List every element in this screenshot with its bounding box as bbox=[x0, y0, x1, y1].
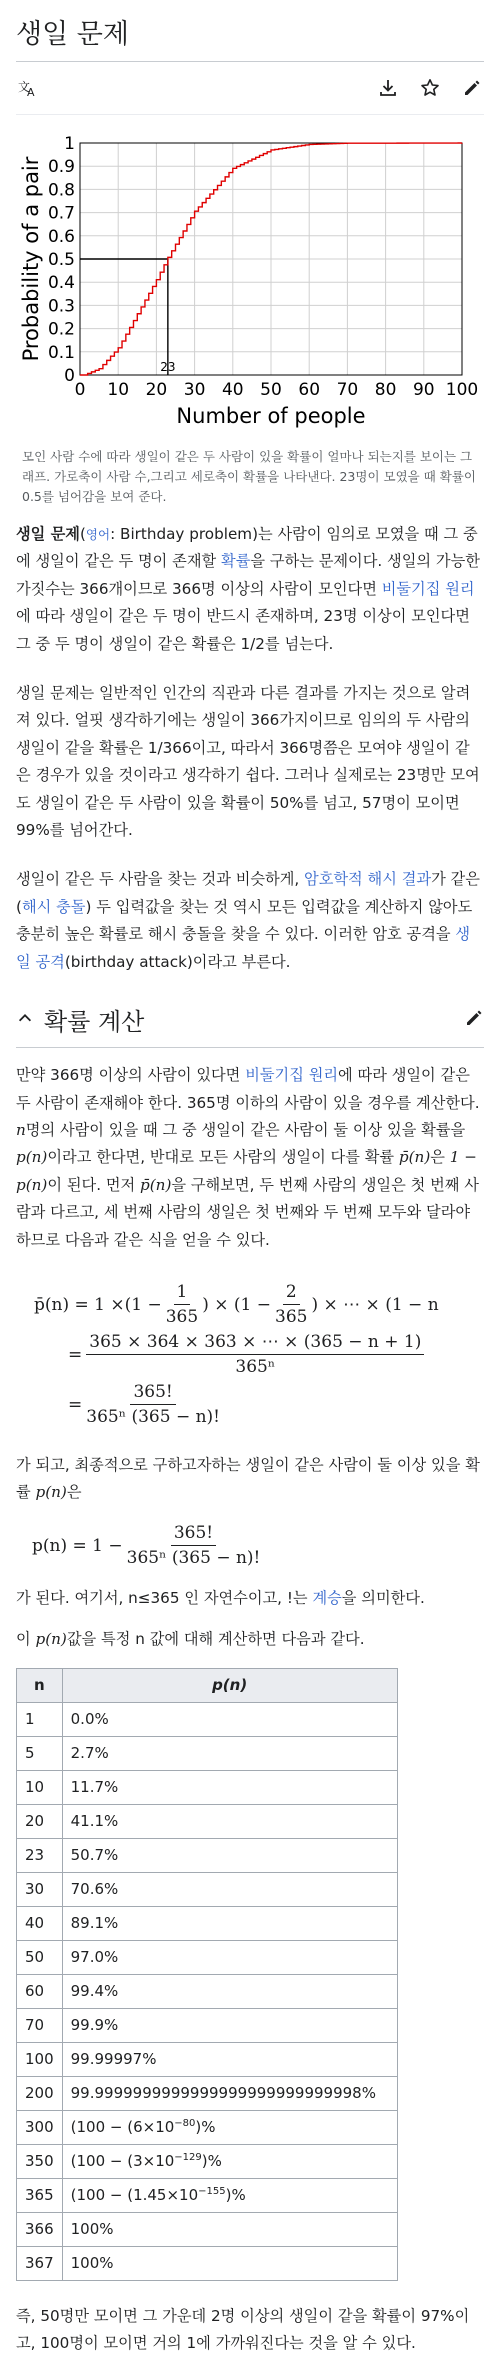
cell-n: 23 bbox=[17, 1838, 63, 1872]
x-tick-label: 100 bbox=[446, 380, 478, 400]
denominator: 365ⁿ (365 − n)! bbox=[86, 1405, 220, 1427]
cell-text: (100 − (6×10 bbox=[71, 2118, 175, 2136]
text: 가 된다. 여기서, n≤365 인 자연수이고, !는 bbox=[16, 1589, 312, 1607]
cell-pn bbox=[62, 2144, 397, 2178]
formula-block-2 bbox=[32, 1521, 484, 1571]
math: p(n) = 1 − bbox=[32, 1536, 123, 1556]
math: p̄(n) bbox=[399, 1148, 430, 1166]
probability-chart bbox=[16, 129, 484, 439]
cell-n: 30 bbox=[17, 1872, 63, 1906]
cell-n: 5 bbox=[17, 1736, 63, 1770]
exponent: −155 bbox=[198, 2186, 225, 2197]
math: (1 − bbox=[125, 1295, 162, 1315]
birthday-attack-link[interactable]: 생일 공격 bbox=[16, 925, 470, 970]
math: = bbox=[68, 1345, 82, 1365]
edit-icon[interactable] bbox=[460, 76, 484, 100]
page-toolbar bbox=[16, 62, 484, 115]
x-tick-label: 0 bbox=[75, 380, 86, 400]
pigeonhole-link[interactable]: 비둘기집 원리 bbox=[245, 1066, 338, 1084]
table-header-row bbox=[17, 1668, 398, 1702]
x-axis-label: Number of people bbox=[176, 404, 365, 428]
cell-n: 60 bbox=[17, 1974, 63, 2008]
y-tick-label: 0.4 bbox=[48, 273, 75, 293]
text: 에 따라 생일이 같은 두 사람이 존재해야 한다. 365명 이하의 사람이 있을 경우를 계산한다. bbox=[16, 1066, 480, 1111]
text: 생일이 같은 두 사람을 찾는 것과 비슷하게, bbox=[16, 870, 304, 888]
cell-n: 350 bbox=[17, 2144, 63, 2178]
math: = bbox=[68, 1395, 82, 1415]
formula-line-3 bbox=[34, 1380, 484, 1430]
cell-text: )% bbox=[195, 2118, 215, 2136]
cell-pn: 99.4% bbox=[62, 1974, 397, 2008]
text: 이 된다. 먼저 bbox=[47, 1176, 140, 1194]
x-tick-label: 50 bbox=[260, 380, 282, 400]
paragraph-8: 즉, 50명만 모이면 그 가운데 2명 이상의 생일이 같을 확률이 97%이고, 100명이 모이면 거의 1에 가까워진다는 것을 알 수 있다. bbox=[16, 2303, 484, 2357]
table-row bbox=[17, 2212, 398, 2246]
cell-pn: 2.7% bbox=[62, 1736, 397, 1770]
cell-text: (100 − (1.45×10 bbox=[71, 2186, 199, 2204]
math: p(n) bbox=[36, 1630, 67, 1648]
cell-n: 366 bbox=[17, 2212, 63, 2246]
table-row bbox=[17, 2008, 398, 2042]
fraction bbox=[127, 1523, 261, 1568]
text: 이라고 한다면, 반대로 모든 사람의 생일이 다를 확률 bbox=[47, 1148, 399, 1166]
table-row bbox=[17, 1940, 398, 1974]
cell-pn: 97.0% bbox=[62, 1940, 397, 1974]
fraction bbox=[275, 1282, 307, 1327]
cell-pn: 99.9999999999999999999999999998% bbox=[62, 2076, 397, 2110]
math: n bbox=[16, 1121, 26, 1139]
column-header-pn bbox=[62, 1668, 397, 1702]
exponent: −129 bbox=[174, 2152, 201, 2163]
lang-link[interactable]: 영어 bbox=[86, 527, 110, 542]
pigeonhole-link[interactable]: 비둘기집 원리 bbox=[382, 580, 475, 598]
paren: ( bbox=[80, 525, 86, 543]
cell-n: 70 bbox=[17, 2008, 63, 2042]
x-tick-label: 40 bbox=[222, 380, 244, 400]
math: (1 − n bbox=[385, 1295, 438, 1315]
text: 값을 특정 n 값에 대해 계산하면 다음과 같다. bbox=[67, 1630, 365, 1648]
x-tick-label: 60 bbox=[298, 380, 320, 400]
text: 가 같은( bbox=[16, 870, 480, 915]
cell-pn: 11.7% bbox=[62, 1770, 397, 1804]
cell-pn: 41.1% bbox=[62, 1804, 397, 1838]
text: 명의 사람이 있을 때 그 중 생일이 같은 사람이 둘 이상 있을 확률을 bbox=[26, 1121, 465, 1139]
numerator: 2 bbox=[283, 1282, 300, 1305]
cell-n: 367 bbox=[17, 2246, 63, 2280]
table-body bbox=[17, 1702, 398, 2280]
fraction bbox=[166, 1282, 198, 1327]
paragraph-3 bbox=[16, 866, 484, 976]
intro-paragraph bbox=[16, 521, 484, 658]
x-tick-label: 90 bbox=[413, 380, 435, 400]
cell-pn: 100% bbox=[62, 2246, 397, 2280]
cell-pn: 50.7% bbox=[62, 1838, 397, 1872]
y-tick-label: 0 bbox=[64, 366, 75, 386]
table-row bbox=[17, 2110, 398, 2144]
table-row bbox=[17, 1906, 398, 1940]
y-axis-label: Probability of a pair bbox=[19, 156, 43, 361]
cell-n: 1 bbox=[17, 1702, 63, 1736]
table-row bbox=[17, 1702, 398, 1736]
page-title: 생일 문제 bbox=[16, 0, 484, 62]
math: × bbox=[214, 1295, 228, 1315]
cell-n: 40 bbox=[17, 1906, 63, 1940]
intro-text-3: 에 따라 생일이 같은 두 명이 반드시 존재하며, 23명 이상이 모인다면 그 중 두 명이 생일이 같은 확률은 1/2를 넘는다. bbox=[16, 607, 470, 652]
table-row bbox=[17, 2144, 398, 2178]
math: (1 − bbox=[234, 1295, 271, 1315]
x-tick-label: 70 bbox=[337, 380, 359, 400]
text: 만약 366명 이상의 사람이 있다면 bbox=[16, 1066, 245, 1084]
table-row bbox=[17, 1872, 398, 1906]
factorial-link[interactable]: 계승 bbox=[312, 1589, 341, 1607]
cell-n: 300 bbox=[17, 2110, 63, 2144]
y-tick-label: 0.6 bbox=[48, 227, 75, 247]
table-row bbox=[17, 1770, 398, 1804]
chart-figure bbox=[16, 129, 484, 507]
math: p(n) bbox=[16, 1148, 47, 1166]
math: × ⋯ × bbox=[324, 1295, 380, 1315]
text: 을 구해보면, 두 번째 사람의 생일은 첫 번째 사람과 다르고, 세 번째 사람의 생일은 첫 번째와 두 번째 모두와 달라야 하므로 다음과 같은 식을 얻을 수 있다. bbox=[16, 1176, 479, 1249]
y-tick-label: 0.3 bbox=[48, 296, 75, 316]
math: 1 − p(n) bbox=[16, 1148, 477, 1193]
translate-icon[interactable] bbox=[16, 76, 40, 100]
math: p̄(n) bbox=[140, 1176, 171, 1194]
x-tick-label: 10 bbox=[107, 380, 129, 400]
x-tick-label: 20 bbox=[146, 380, 168, 400]
intro-text: : Birthday problem)는 사람이 임의로 모였을 때 그 중에 생일이 같은 두 명이 존재할 bbox=[16, 525, 478, 570]
hash-link[interactable]: 암호학적 해시 결과 bbox=[304, 870, 431, 888]
cell-text: )% bbox=[226, 2186, 246, 2204]
table-row bbox=[17, 1804, 398, 1838]
text: ) 두 입력값을 찾는 것 역시 모든 입력값을 계산하지 않아도 충분히 높은 확률로 해시 충돌을 찾을 수 있다. 이러한 암호 공격을 bbox=[16, 898, 472, 943]
exponent: −80 bbox=[174, 2118, 195, 2129]
cell-n: 20 bbox=[17, 1804, 63, 1838]
math: ) bbox=[202, 1295, 209, 1315]
text: 을 의미한다. bbox=[342, 1589, 425, 1607]
text: (birthday attack)이라고 부른다. bbox=[65, 953, 291, 971]
cell-n: 10 bbox=[17, 1770, 63, 1804]
denominator: 365ⁿ bbox=[235, 1355, 275, 1377]
cell-pn: 99.99997% bbox=[62, 2042, 397, 2076]
cell-n: 200 bbox=[17, 2076, 63, 2110]
edit-icon[interactable] bbox=[464, 1008, 484, 1032]
numerator: 365 × 364 × 363 × ⋯ × (365 − n + 1) bbox=[86, 1332, 424, 1355]
numerator: 365! bbox=[130, 1382, 175, 1405]
numerator: 365! bbox=[171, 1523, 216, 1546]
table-row bbox=[17, 2042, 398, 2076]
fraction bbox=[86, 1382, 220, 1427]
chevron-up-icon[interactable] bbox=[16, 1009, 38, 1031]
math: ) bbox=[311, 1295, 318, 1315]
svg-text:A: A bbox=[27, 86, 35, 98]
column-header-n: n bbox=[17, 1668, 63, 1702]
denominator: 365 bbox=[275, 1305, 307, 1327]
cell-text: )% bbox=[202, 2152, 222, 2170]
svg-text:文: 文 bbox=[18, 80, 30, 94]
numerator: 1 bbox=[174, 1282, 191, 1305]
formula-line-2 bbox=[34, 1330, 484, 1380]
probability-table bbox=[16, 1668, 398, 2281]
cell-pn: 0.0% bbox=[62, 1702, 397, 1736]
y-tick-label: 0.7 bbox=[48, 204, 75, 224]
y-tick-label: 0.8 bbox=[48, 180, 75, 200]
paragraph-5 bbox=[16, 1452, 484, 1507]
text: 은 bbox=[430, 1148, 450, 1166]
cell-pn: 89.1% bbox=[62, 1906, 397, 1940]
x-tick-label: 80 bbox=[375, 380, 397, 400]
cell-n: 50 bbox=[17, 1940, 63, 1974]
figure-caption: 모인 사람 수에 따라 생일이 같은 두 사람이 있을 확률이 얼마나 되는지를 보이는 그래프. 가로축이 사람 수,그리고 세로축이 확률을 나타낸다. 23명이 모였을 때 확률이 0.5를 넘어감을 보여 준다. bbox=[16, 439, 484, 507]
table-row bbox=[17, 1838, 398, 1872]
annotation-label: 23 bbox=[160, 360, 175, 374]
table-row bbox=[17, 2246, 398, 2280]
star-icon[interactable] bbox=[418, 76, 442, 100]
table-row bbox=[17, 1736, 398, 1770]
cell-text: (100 − (3×10 bbox=[71, 2152, 175, 2170]
table-row bbox=[17, 2178, 398, 2212]
paragraph-7 bbox=[16, 1626, 484, 1653]
y-tick-label: 1 bbox=[64, 134, 75, 154]
cell-pn bbox=[62, 2110, 397, 2144]
formula-line-1 bbox=[34, 1280, 484, 1330]
math: p(n) bbox=[212, 1676, 247, 1694]
section-title: 확률 계산 bbox=[44, 1002, 464, 1037]
y-tick-label: 0.9 bbox=[48, 157, 75, 177]
formula2-line bbox=[32, 1521, 484, 1571]
download-icon[interactable] bbox=[376, 76, 400, 100]
math: p(n) bbox=[36, 1483, 67, 1501]
cell-n: 365 bbox=[17, 2178, 63, 2212]
text: 이 bbox=[16, 1630, 36, 1648]
section-header[interactable] bbox=[16, 1002, 484, 1048]
table-row bbox=[17, 1974, 398, 2008]
denominator: 365 bbox=[166, 1305, 198, 1327]
cell-pn bbox=[62, 2178, 397, 2212]
bold-term: 생일 문제 bbox=[16, 525, 80, 543]
paragraph-4 bbox=[16, 1062, 484, 1254]
fraction bbox=[86, 1332, 424, 1377]
probability-link[interactable]: 확률 bbox=[221, 552, 250, 570]
cell-pn: 100% bbox=[62, 2212, 397, 2246]
cell-n: 100 bbox=[17, 2042, 63, 2076]
table-row bbox=[17, 2076, 398, 2110]
math: p̄(n) = 1 × bbox=[34, 1295, 125, 1315]
y-tick-label: 0.5 bbox=[48, 250, 75, 270]
cell-pn: 99.9% bbox=[62, 2008, 397, 2042]
chart-container[interactable] bbox=[16, 129, 484, 439]
denominator: 365ⁿ (365 − n)! bbox=[127, 1546, 261, 1568]
text: 은 bbox=[67, 1483, 82, 1501]
x-tick-label: 30 bbox=[184, 380, 206, 400]
paragraph-6 bbox=[16, 1585, 484, 1612]
text: 가 되고, 최종적으로 구하고자하는 생일이 같은 사람이 둘 이상 있을 확률 bbox=[16, 1456, 480, 1501]
cell-pn: 70.6% bbox=[62, 1872, 397, 1906]
y-tick-label: 0.1 bbox=[48, 343, 75, 363]
collision-link[interactable]: 해시 충돌 bbox=[22, 898, 86, 916]
y-tick-label: 0.2 bbox=[48, 320, 75, 340]
paragraph-2: 생일 문제는 일반적인 인간의 직관과 다른 결과를 가지는 것으로 알려져 있다. 얼핏 생각하기에는 생일이 366가지이므로 임의의 두 사람의 생일이 같을 확률은 1/366이고, 따라서 366명쯤은 모여야 생일이 같은 경우가 있을 것이라고 생각하기 쉽다. 그러나 실제로는 23명만 모여도 생일이 같은 두 사람이 있을 확률이 50%를 넘고, 57명이 모이면 99%를 넘어간다. bbox=[16, 680, 484, 844]
intro-text-2: 을 구하는 문제이다. 생일의 가능한 가짓수는 366개이므로 366명 이상의 사람이 모인다면 bbox=[16, 552, 480, 597]
formula-block bbox=[34, 1280, 484, 1430]
